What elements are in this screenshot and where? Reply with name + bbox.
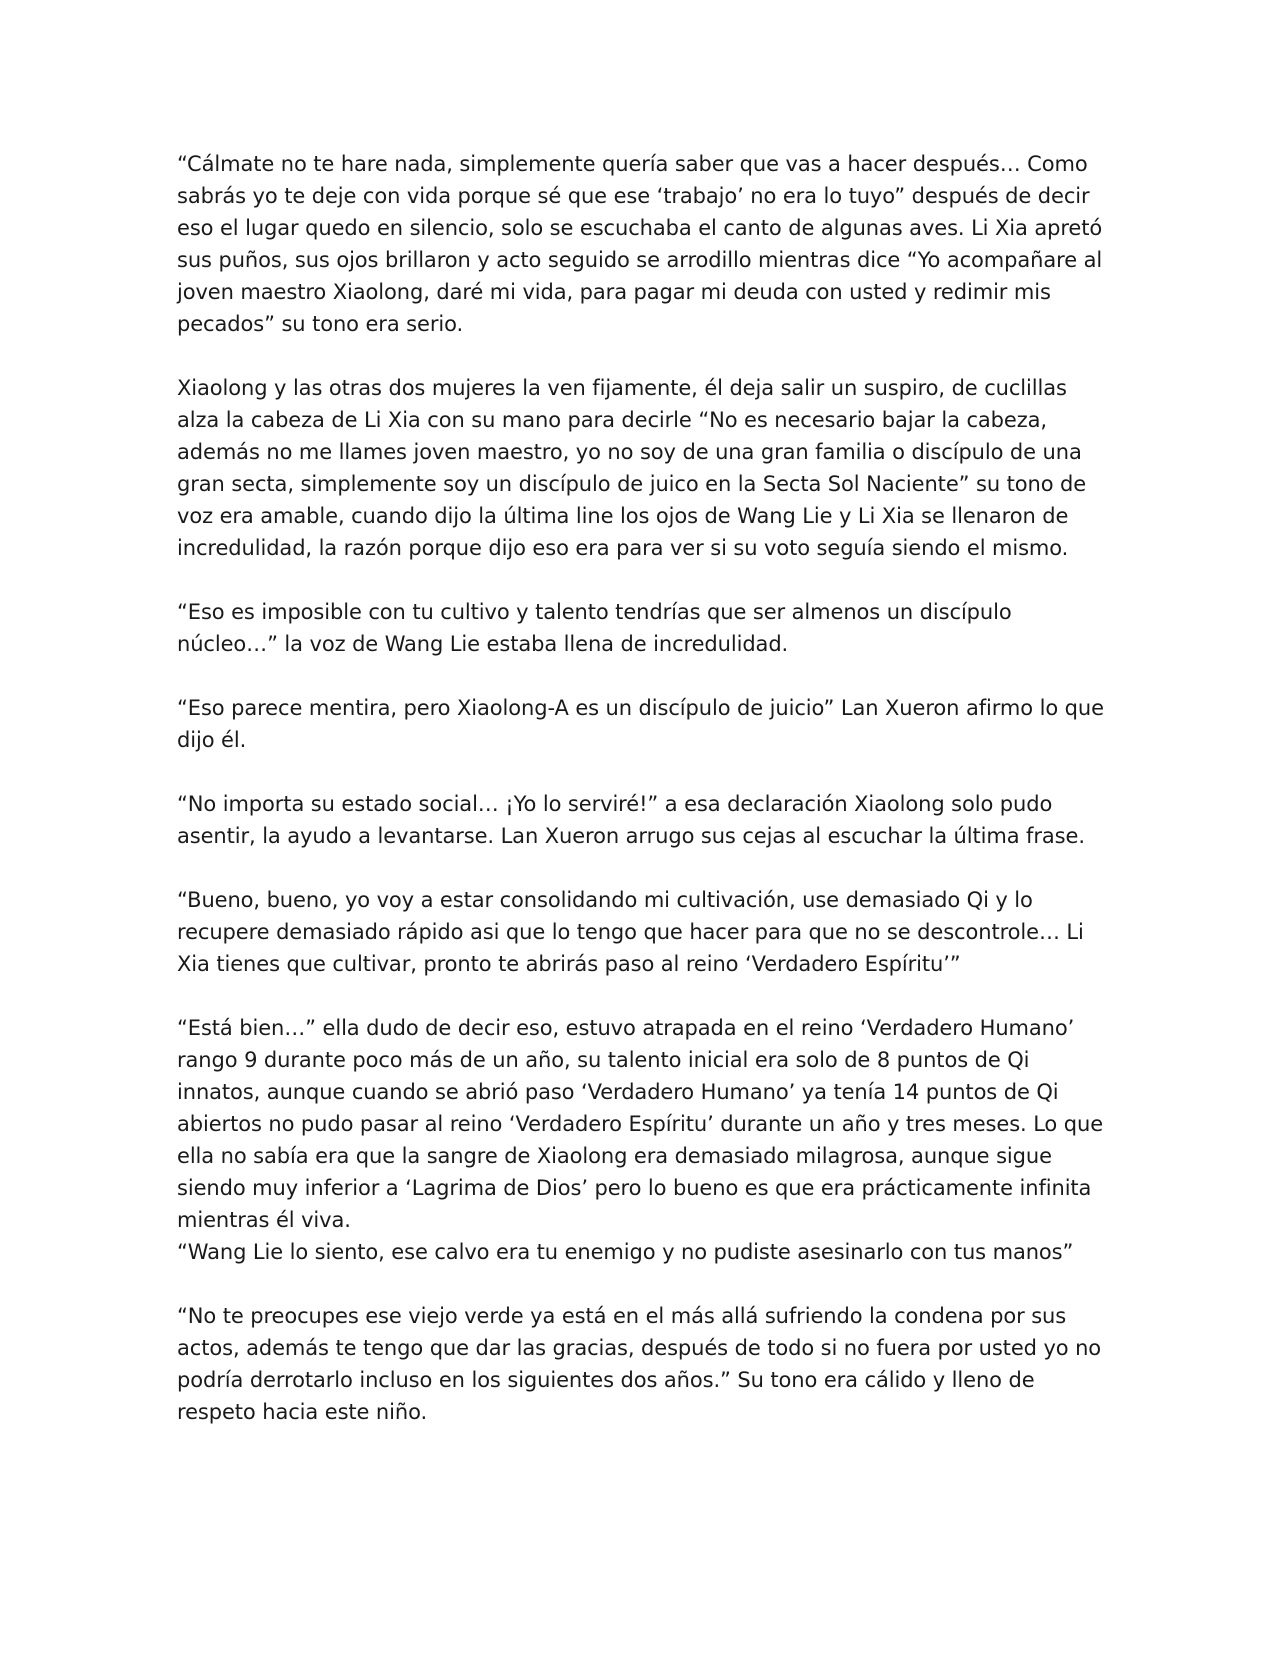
paragraph-3: “Eso es imposible con tu cultivo y talento tendrías que ser almenos un discípulo núcleo…” la voz de Wang Lie estaba llena de incredulidad. <box>177 600 1012 656</box>
paragraph-9: “No te preocupes ese viejo verde ya está en el más allá sufriendo la condena por sus actos, además te tengo que dar las gracias, después de todo si no fuera por usted yo no podría derrotarlo incluso en los siguientes dos años.” Su tono era cálido y lleno de respeto hacia este niño. <box>177 1304 1102 1424</box>
paragraph-2: Xiaolong y las otras dos mujeres la ven fijamente, él deja salir un suspiro, de cuclillas alza la cabeza de Li Xia con su mano para decirle “No es necesario bajar la cabeza, además no me llames joven maestro, yo no soy de una gran familia o discípulo de una gran secta, simplemente soy un discípulo de juico en la Secta Sol Naciente” su tono de voz era amable, cuando dijo la última line los ojos de Wang Lie y Li Xia se llenaron de incredulidad, la razón porque dijo eso era para ver si su voto seguía siendo el mismo. <box>177 376 1087 560</box>
paragraph-8: “Wang Lie lo siento, ese calvo era tu enemigo y no pudiste asesinarlo con tus manos” <box>177 1240 1074 1264</box>
paragraph-6: “Bueno, bueno, yo voy a estar consolidando mi cultivación, use demasiado Qi y lo recupere demasiado rápido asi que lo tengo que hacer para que no se descontrole… Li Xia tienes que cultivar, pronto te abrirás paso al reino ‘Verdadero Espíritu’” <box>177 888 1084 976</box>
document-body <box>177 148 1107 1460</box>
paragraph-5: “No importa su estado social… ¡Yo lo serviré!” a esa declaración Xiaolong solo pudo asentir, la ayudo a levantarse. Lan Xueron arrugo sus cejas al escuchar la última frase. <box>177 792 1085 848</box>
paragraph-4: “Eso parece mentira, pero Xiaolong-A es un discípulo de juicio” Lan Xueron afirmo lo que dijo él. <box>177 696 1104 752</box>
paragraph-1: “Cálmate no te hare nada, simplemente quería saber que vas a hacer después… Como sabrás yo te deje con vida porque sé que ese ‘trabajo’ no era lo tuyo” después de decir eso el lugar quedo en silencio, solo se escuchaba el canto de algunas aves. Li Xia apretó sus puños, sus ojos brillaron y acto seguido se arrodillo mientras dice “Yo acompañare al joven maestro Xiaolong, daré mi vida, para pagar mi deuda con usted y redimir mis pecados” su tono era serio. <box>177 152 1103 336</box>
paragraph-7: “Está bien…” ella dudo de decir eso, estuvo atrapada en el reino ‘Verdadero Humano’ rango 9 durante poco más de un año, su talento inicial era solo de 8 puntos de Qi innatos, aunque cuando se abrió paso ‘Verdadero Humano’ ya tenía 14 puntos de Qi abiertos no pudo pasar al reino ‘Verdadero Espíritu’ durante un año y tres meses. Lo que ella no sabía era que la sangre de Xiaolong era demasiado milagrosa, aunque sigue siendo muy inferior a ‘Lagrima de Dios’ pero lo bueno es que era prácticamente infinita mientras él viva. <box>177 1016 1104 1232</box>
